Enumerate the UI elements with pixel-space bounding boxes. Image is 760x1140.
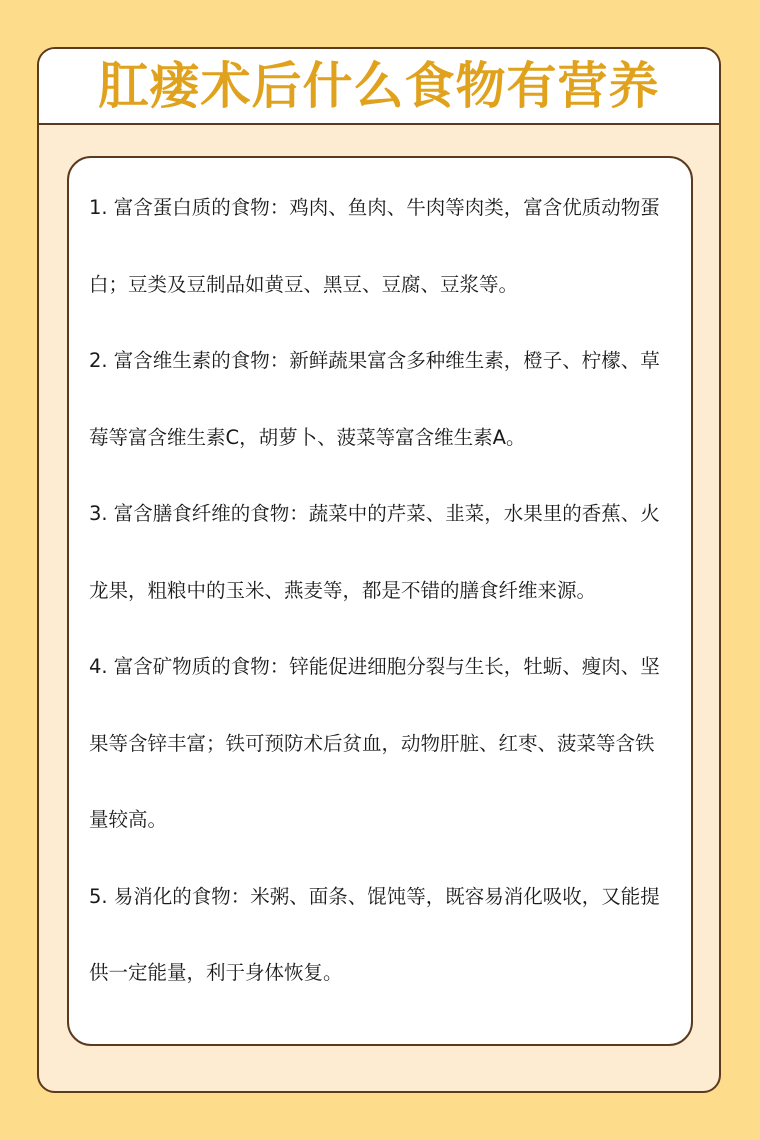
list-item-protein: 1. 富含蛋白质的食物：鸡肉、鱼肉、牛肉等肉类，富含优质动物蛋白；豆类及豆制品如黄豆、黑豆、豆腐、豆浆等。 — [89, 196, 660, 296]
list-item-minerals: 4. 富含矿物质的食物：锌能促进细胞分裂与生长，牡蛎、瘦肉、坚果等含锌丰富；铁可预防术后贫血，动物肝脏、红枣、菠菜等含铁量较高。 — [89, 655, 660, 831]
list-item-vitamins: 2. 富含维生素的食物：新鲜蔬果富含多种维生素，橙子、柠檬、草莓等富含维生素C，胡萝卜、菠菜等富含维生素A。 — [89, 349, 660, 449]
title-bar — [39, 49, 719, 125]
content-list — [89, 170, 673, 1012]
page-title: 肛瘘术后什么食物有营养 — [98, 57, 660, 115]
list-item-fiber: 3. 富含膳食纤维的食物：蔬菜中的芹菜、韭菜，水果里的香蕉、火龙果，粗粮中的玉米、燕麦等，都是不错的膳食纤维来源。 — [89, 502, 660, 602]
list-item-digestible: 5. 易消化的食物：米粥、面条、馄饨等，既容易消化吸收，又能提供一定能量，利于身体恢复。 — [89, 884, 660, 984]
content-card — [67, 156, 693, 1046]
